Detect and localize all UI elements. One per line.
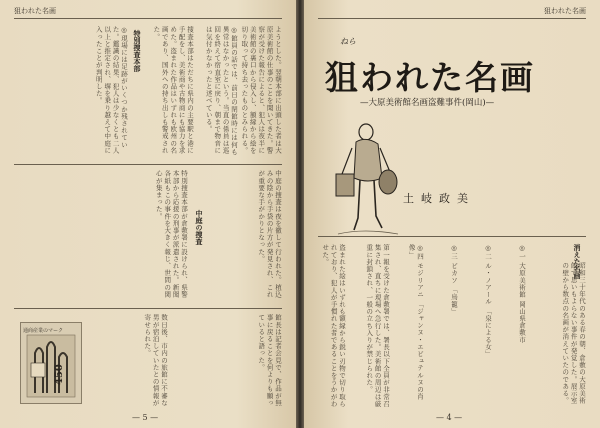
right-column-7: 盗まれた絵はいずれも額縁から鋭い刃物で切り取られており、犯人が手慣れた者であることをうかがわせた。 bbox=[321, 244, 346, 408]
left-column-3: 捜査本部はただちに県内の主要駅と港に手配をし、美術商や古物商にも協力を求めた。盗まれた作品はいずれも欧州の名画であり、国外への持ち出しも警戒された。 bbox=[152, 26, 194, 154]
article-title: 狙われた名画 bbox=[325, 58, 535, 97]
right-running-header: 狙われた名画 bbox=[544, 7, 586, 15]
left-lower-rule bbox=[14, 308, 282, 309]
left-section-heading: 中庭の捜査 bbox=[195, 210, 204, 245]
stamp-artwork bbox=[21, 323, 81, 403]
book-gutter bbox=[296, 0, 304, 428]
right-column-5: ◎四 モジリアニ 「ジャンヌ・エビュテルヌの肖像」 bbox=[407, 244, 424, 400]
stamp-value: 450 bbox=[54, 364, 65, 385]
right-header-rule bbox=[318, 18, 586, 19]
right-section-heading: 消えた名画 bbox=[573, 244, 582, 279]
right-title-rule bbox=[318, 236, 586, 237]
walking-man-sketch-icon bbox=[328, 118, 402, 238]
left-column-7: 館長は記者会見で、作品が無事に戻ることを何よりも願っていると語った。 bbox=[257, 314, 282, 407]
left-section-heading-2: 特別捜査本部 bbox=[133, 30, 142, 72]
left-column-1: ようとした。翌朝本部に出頭した者は大原美術館の仕事のことを聞いてきた。警察が受けた報告によると、犯人は夜半に美術館の裏口から侵入し、額縁から絵を切り取って持ち去ったものとみられる。 bbox=[240, 26, 282, 154]
left-running-header: 狙われた名画 bbox=[14, 7, 56, 15]
left-column-2: ◎館員の話では、前日の閉館時には何も異常はなかったという。当直の係員は巡回を終えて宿直室に戻り、朝まで物音には気付かなかったと述べている。 bbox=[204, 26, 238, 156]
left-column-4: ◎現場には足跡がいくつか残されていた。鑑識の結果、犯人は少なくとも二人以上と推定され、塀を乗り越えて中庭に入ったことが判明した。 bbox=[94, 26, 128, 154]
right-page-number: — 4 — bbox=[436, 413, 463, 422]
left-column-6: 特別捜査本部が倉敷署に設けられ、県警本部から応援の刑事が派遣された。新聞各紙もこの事件を大きく報じ、世間の関心が集まった。 bbox=[154, 170, 188, 298]
left-mid-rule bbox=[14, 164, 282, 165]
postage-stamp-image bbox=[20, 322, 82, 404]
article-author: 土岐政美 bbox=[403, 192, 475, 205]
article-subtitle: —大原美術館名画盗難事件(岡山)— bbox=[360, 98, 495, 108]
title-ruby: ねら bbox=[340, 37, 356, 46]
left-column-8: 数日後、市内の旅館に不審な男が宿泊していたとの情報が寄せられた。 bbox=[143, 314, 168, 407]
right-column-4: ◎三 ピカソ 「鳥籠」 bbox=[450, 244, 458, 315]
left-page bbox=[0, 0, 296, 428]
right-column-3: ◎二 ル・ノアール 「泉による女」 bbox=[484, 244, 492, 358]
right-column-2: ◎一 大原美術館 岡山県倉敷市 bbox=[518, 244, 526, 344]
left-column-5: 中庭の捜査は夜を徹して行われた。植込みの陰から手袋の片方が発見され、これが重要な手がかりとなった。 bbox=[257, 170, 282, 298]
left-header-rule bbox=[14, 18, 282, 19]
right-column-1: 昭和三十年代のある春の朝、倉敷の大原美術館で思いもよらない事件が発覚した。展示室の壁から数点の名画が消えていたのである。 bbox=[561, 262, 586, 404]
right-column-6: 第一報を受けた倉敷署では、署長以下全員が非常召集され、直ちに現場へ急行した。美術館の周辺は厳重に封鎖され、一般の立ち入りが禁じられた。 bbox=[365, 244, 390, 408]
left-page-number: — 5 — bbox=[132, 413, 159, 422]
stamp-label: 通商産業のマーク bbox=[23, 328, 64, 334]
